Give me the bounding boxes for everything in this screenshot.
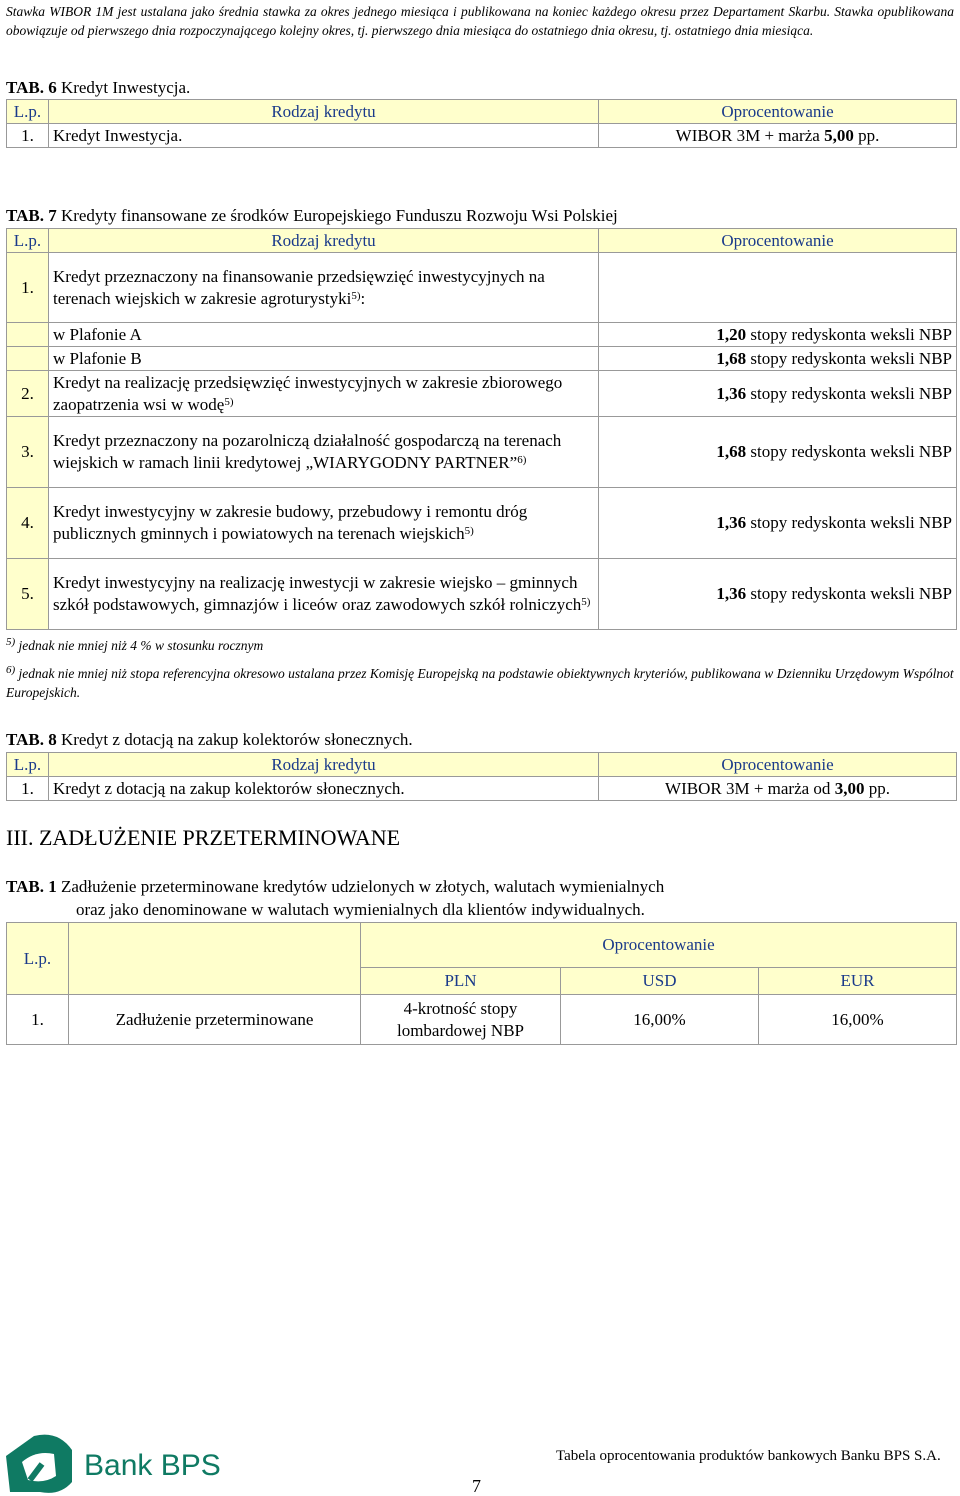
row-lp: 3. [7,417,49,488]
tab1-prefix: TAB. 1 [6,877,57,896]
header-lp: L.p. [7,229,49,253]
tab7-header-row [7,229,957,253]
rate-text: stopy redyskonta weksli NBP [750,324,952,344]
header-lp: L.p. [7,923,69,995]
header-rate: Oprocentowanie [599,753,957,777]
tab8-header-row [7,753,957,777]
row-rate-pln: 4-krotność stopy lombardowej NBP [361,995,561,1045]
row-rate [599,323,957,347]
tab6-caption [6,78,190,98]
logo-text: Bank BPS [84,1449,221,1482]
row-name [49,253,599,323]
footnote-5 [6,636,954,655]
row-name-text: Kredyt na realizację przedsięwzięć inwestycyjnych w zakresie zbiorowego zaopatrzenia wsi w wodę [53,372,563,414]
footnote-mark: 5) [6,636,16,648]
row-rate-usd: 16,00% [561,995,759,1045]
tab8-prefix: TAB. 8 [6,730,57,749]
row-name [49,371,599,417]
row-name [49,559,599,630]
rate-value: 1,36 [716,584,747,603]
table-row [7,995,957,1045]
tab6-title: Kredyt Inwestycja. [60,78,191,97]
row-name: w Plafonie A [49,323,599,347]
tab6-prefix: TAB. 6 [6,78,57,97]
table-row [7,559,957,630]
row-name-text: Kredyt inwestycyjny na realizację inwestycji w zakresie wiejsko – gminnych szkół podstawowych, gimnazjów i liceów oraz zawodowych szkół rolniczych [53,573,582,614]
header-lp: L.p. [7,100,49,124]
rate-value: 1,36 [716,513,747,532]
table-row [7,347,957,371]
currency-eur: EUR [759,968,957,995]
row-lp: 5. [7,559,49,630]
table-row [7,371,957,417]
footnote-6 [6,664,954,702]
header-rate: Oprocentowanie [599,100,957,124]
header-empty [69,923,361,995]
row-rate [599,777,957,801]
tab7-prefix: TAB. 7 [6,206,57,225]
row-name: Kredyt z dotacją na zakup kolektorów słonecznych. [49,777,599,801]
rate-value: 3,00 [834,778,865,798]
header-type: Rodzaj kredytu [49,753,599,777]
row-rate [599,559,957,630]
rate-value: 1,68 [716,442,747,461]
row-rate [599,488,957,559]
tab8-caption [6,730,413,750]
footer-doc-title: Tabela oprocentowania produktów bankowych Banku BPS S.A. [556,1448,941,1464]
table-row [7,253,957,323]
row-rate [599,124,957,148]
tab1-title-line2: oraz jako denominowane w walutach wymienialnych dla klientów indywidualnych. [76,900,645,919]
row-name-colon: : [360,288,366,308]
row-lp: 2. [7,371,49,417]
row-lp: 1. [7,777,49,801]
row-lp [7,323,49,347]
tab7-title: Kredyty finansowane ze środków Europejskiego Funduszu Rozwoju Wsi Polskiej [60,206,618,225]
header-type: Rodzaj kredytu [49,229,599,253]
footnote-text: jednak nie mniej niż stopa referencyjna okresowo ustalana przez Komisję Europejską na podstawie obiektywnych kryteriów, publikowana w Dzienniku Urzędowym Wspólnot Europejskich. [6,666,954,700]
row-lp: 1. [7,995,69,1045]
currency-usd: USD [561,968,759,995]
rate-text: stopy redyskonta weksli NBP [750,584,952,603]
tab6-table [6,99,957,148]
header-type: Rodzaj kredytu [49,100,599,124]
rate-prefix: WIBOR 3M + marża [675,125,820,145]
header-lp: L.p. [7,753,49,777]
header-rate: Oprocentowanie [599,229,957,253]
footnote-mark: 5) [224,395,234,408]
table-row [7,124,957,148]
row-rate [599,371,957,417]
section-heading: III. ZADŁUŻENIE PRZETERMINOWANE [6,825,401,850]
row-rate [599,347,957,371]
tab1-title-line1: Zadłużenie przeterminowane kredytów udzielonych w złotych, walutach wymienialnych [60,877,665,896]
footnote-text: jednak nie mniej niż 4 % w stosunku rocznym [18,638,264,653]
rate-prefix: WIBOR 3M + marża od [665,778,831,798]
header-rate: Oprocentowanie [361,923,957,968]
tab7-table [6,228,957,630]
row-name: Zadłużenie przeterminowane [69,995,361,1045]
tab7-caption [6,206,618,226]
rate-unit: pp. [858,125,880,145]
currency-pln: PLN [361,968,561,995]
table-row [7,417,957,488]
rate-value: 1,20 [716,324,747,344]
rate-text: stopy redyskonta weksli NBP [750,383,952,403]
row-name-text: Kredyt przeznaczony na finansowanie przedsięwzięć inwestycyjnych na terenach wiejskich w zakresie agroturystyki [53,266,545,308]
row-lp: 4. [7,488,49,559]
row-name-text: Kredyt inwestycyjny w zakresie budowy, przebudowy i remontu dróg publicznych gminnych i powiatowych na terenach wiejskich [53,502,528,543]
tab1-table [6,922,957,1045]
row-name: w Plafonie B [49,347,599,371]
row-name: Kredyt Inwestycja. [49,124,599,148]
row-lp: 1. [7,253,49,323]
table-row [7,488,957,559]
rate-value: 1,36 [716,383,747,403]
footnote-mark: 6) [517,454,527,466]
intro-paragraph: Stawka WIBOR 1M jest ustalana jako średnia stawka za okres jednego miesiąca i publikowana na koniec każdego okresu przez Departament Skarbu. Stawka opublikowana obowiązuje od pierwszego dnia rozpoczynającego kolejny okres, tj. pierwszego dnia miesiąca do ostatniego dnia okresu, tj. ostatniego dnia miesiąca. [6,4,954,38]
row-rate [599,417,957,488]
row-name-text: Kredyt przeznaczony na pozarolniczą działalność gospodarczą na terenach wiejskich w ramach linii kredytowej „WIARYGODNY PARTNER” [53,431,562,472]
row-lp [7,347,49,371]
rate-value: 1,68 [716,348,747,368]
rate-text: stopy redyskonta weksli NBP [750,513,952,532]
tab1-header-row [7,923,957,968]
tab6-header-row [7,100,957,124]
tab8-table [6,752,957,801]
rate-text: stopy redyskonta weksli NBP [750,348,952,368]
rate-text: stopy redyskonta weksli NBP [750,442,952,461]
table-row [7,777,957,801]
row-rate-eur: 16,00% [759,995,957,1045]
tab1-caption [6,877,664,897]
footnote-mark: 5) [581,596,591,608]
footnote-mark: 5) [464,525,474,537]
rate-value: 5,00 [824,125,854,145]
table-row [7,323,957,347]
row-rate [599,253,957,323]
footnote-mark: 5) [351,289,361,302]
page-number: 7 [472,1476,481,1496]
row-lp: 1. [7,124,49,148]
row-name [49,488,599,559]
row-name [49,417,599,488]
tab8-title: Kredyt z dotacją na zakup kolektorów słonecznych. [60,730,413,749]
rate-unit: pp. [868,778,890,798]
footnote-mark: 6) [6,664,16,676]
